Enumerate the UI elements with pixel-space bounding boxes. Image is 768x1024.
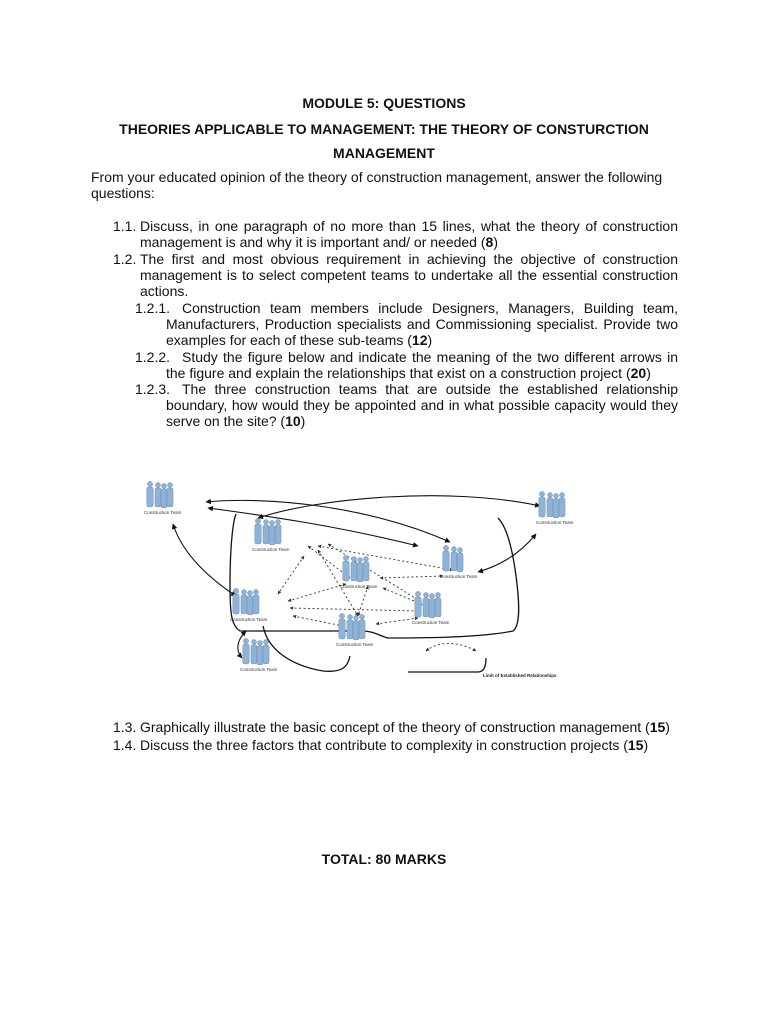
construction-team-group: [144, 481, 182, 515]
question-text: The three construction teams that are outside the established relationship boundary, how would they be appointed and in what possible capacity would they serve on the site? (: [166, 381, 678, 429]
module-title: MODULE 5: QUESTIONS: [302, 95, 466, 111]
question-1-2: The first and most obvious requirement in achieving the objective of construction management is to select competent teams to undertake all the essential construction actions.: [140, 251, 678, 299]
team-label: Construction Team: [340, 584, 378, 589]
construction-team-group: [252, 518, 290, 552]
figure-legend: [408, 644, 557, 679]
question-1-2-2: [166, 349, 678, 381]
question-text: Discuss, in one paragraph of no more than 15 lines, what the theory of construction management is and why it is important and/ or needed (: [140, 218, 678, 250]
question-number: 1.2.2.: [135, 349, 171, 365]
question-marks: 20: [630, 365, 647, 381]
team-label: Construction Team: [230, 617, 268, 622]
question-close: ): [643, 737, 649, 753]
question-1-2-1: [166, 300, 678, 348]
team-label: Construction Team: [412, 620, 450, 625]
question-number: 1.2.1.: [135, 300, 171, 316]
construction-team-group: [440, 545, 478, 579]
legend-label: Limit of Established Relationships: [483, 673, 557, 678]
question-1-4: [140, 737, 680, 753]
subtitle-line-1: THEORIES APPLICABLE TO MANAGEMENT: THE THEORY OF CONSTURCTION: [119, 121, 649, 137]
question-1-3: [140, 719, 680, 735]
construction-teams-diagram: [118, 466, 648, 692]
team-label: Construction Team: [440, 574, 478, 579]
question-text: Study the figure below and indicate the meaning of the two different arrows in the figure and explain the relationships that exist on a construction project (: [166, 349, 678, 381]
intro-paragraph: From your educated opinion of the theory of construction management, answer the following questions:: [91, 169, 663, 201]
construction-teams-figure: [118, 466, 648, 692]
question-text: Discuss the three factors that contribute to complexity in construction projects (: [140, 737, 628, 753]
construction-team-group: [336, 613, 374, 647]
question-text: Construction team members include Designers, Managers, Building team, Manufacturers, Production specialists and Commissioning specialist. Provide two examples for each of these sub-teams (: [166, 300, 678, 348]
total-marks: TOTAL: 80 MARKS: [321, 851, 447, 867]
construction-team-group: [412, 591, 450, 625]
question-close: ): [427, 332, 433, 348]
question-close: ): [300, 413, 306, 429]
question-number: 1.2.: [113, 251, 137, 267]
team-label: Construction Team: [336, 642, 374, 647]
team-label: Construction Team: [252, 547, 290, 552]
question-1-2-3: [166, 381, 678, 429]
team-label: Construction Team: [144, 510, 182, 515]
subtitle-line-2: MANAGEMENT: [333, 145, 435, 161]
question-marks: 12: [411, 332, 428, 348]
construction-team-group: [340, 555, 378, 589]
relationship-boundary-lower: [263, 626, 350, 671]
question-marks: 15: [627, 737, 644, 753]
question-number: 1.2.3.: [135, 381, 171, 397]
team-label: Construction Team: [536, 520, 574, 525]
question-close: ): [493, 234, 498, 250]
construction-team-group: [536, 491, 574, 525]
question-number: 1.4.: [113, 737, 137, 753]
question-close: ): [665, 719, 670, 735]
question-number: 1.1.: [113, 218, 137, 234]
construction-team-group: [230, 588, 268, 622]
team-label: Construction Team: [240, 667, 278, 672]
construction-team-group: [240, 638, 278, 672]
question-text: Graphically illustrate the basic concept of the theory of construction management (: [140, 719, 650, 735]
question-close: ): [646, 365, 651, 381]
question-marks: 10: [285, 413, 301, 429]
question-marks: 15: [649, 719, 666, 735]
question-1-1: [140, 218, 678, 250]
question-number: 1.3.: [113, 719, 137, 735]
question-marks: 8: [485, 234, 494, 250]
